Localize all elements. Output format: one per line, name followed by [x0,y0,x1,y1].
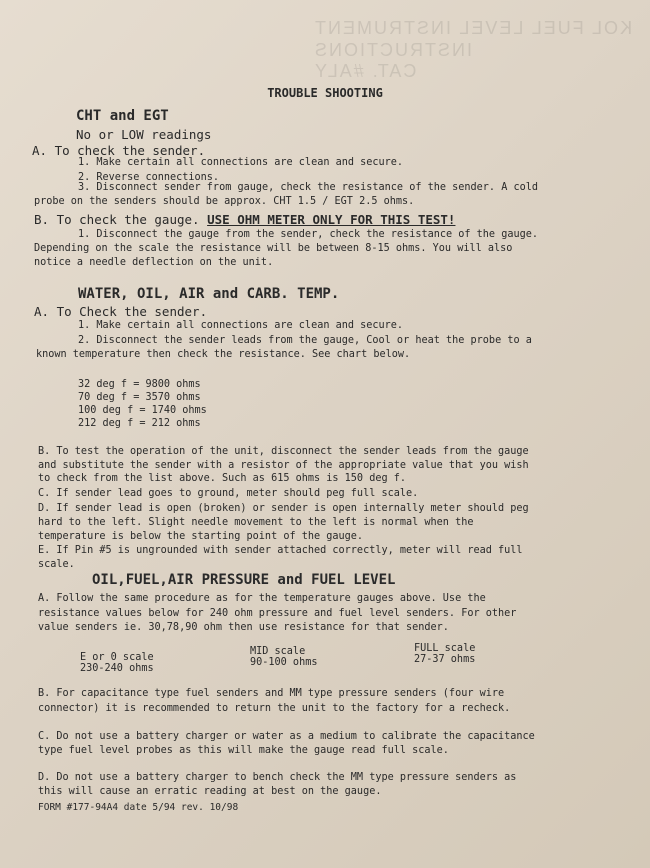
chart-row: 100 deg f = 1740 ohms [78,405,207,416]
chart-row: 70 deg f = 3570 ohms [78,392,201,403]
water-a-heading: A. To Check the sender. [34,304,208,319]
water-e-line1: E. If Pin #5 is ungrounded with sender attached correctly, meter will read full [38,545,523,556]
oil-heading: OIL,FUEL,AIR PRESSURE and FUEL LEVEL [92,572,396,588]
ghost-line: KOL FUEL LEVEL INSTRUMENT [312,18,632,38]
cht-a-heading: A. To check the sender. [32,143,206,158]
water-d-line3: temperature is below the starting point of the gauge. [38,531,364,542]
oil-a-line1: A. Follow the same procedure as for the temperature gauges above. Use the [38,593,486,604]
cht-a3-line1: 3. Disconnect sender from gauge, check the resistance of the sender. A cold [78,182,539,193]
cht-a3-line2: probe on the senders should be approx. CHT 1.5 / EGT 2.5 ohms. [34,196,415,207]
oil-d-line1: D. Do not use a battery charger to bench check the MM type pressure senders as [38,772,517,783]
ghost-line: INSTRUCTIONS [312,39,472,60]
water-b-line1: B. To test the operation of the unit, disconnect the sender leads from the gauge [38,446,529,457]
water-c: C. If sender lead goes to ground, meter should peg full scale. [38,488,419,499]
ohm-meter-warning: USE OHM METER ONLY FOR THIS TEST! [207,212,456,227]
cht-heading: CHT and EGT [76,108,169,124]
water-a2-line2: known temperature then check the resistance. See chart below. [36,349,411,360]
form-footer: FORM #177-94A4 date 5/94 rev. 10/98 [38,802,239,813]
scale-empty [80,652,154,674]
page-title: TROUBLE SHOOTING [267,86,383,100]
cht-b-label: B. To check the gauge. [34,212,200,227]
cht-b1-line3: notice a needle deflection on the unit. [34,257,274,268]
oil-b-line1: B. For capacitance type fuel senders and MM type pressure senders (four wire [38,688,505,699]
scale-full [414,643,475,665]
chart-row: 212 deg f = 212 ohms [78,418,201,429]
scale-label: FULL scale [414,643,476,654]
scale-label: E or 0 scale [80,652,154,663]
oil-b-line2: connector) it is recommended to return the unit to the factory for a recheck. [38,703,511,714]
cht-b1-line2: Depending on the scale the resistance will be between 8-15 ohms. You will also [34,243,513,254]
oil-c-line1: C. Do not use a battery charger or water as a medium to calibrate the capacitance [38,731,535,742]
scale-value: 90-100 ohms [250,657,318,668]
water-a1: 1. Make certain all connections are clean and secure. [78,320,404,331]
scale-value: 27-37 ohms [414,654,476,665]
oil-d-line2: this will cause an erratic reading at best on the gauge. [38,786,382,797]
water-d-line2: hard to the left. Slight needle movement to the left is normal when the [38,517,474,528]
water-e-line2: scale. [38,559,75,570]
chart-row: 32 deg f = 9800 ohms [78,379,201,390]
bleed-through-text [313,18,632,83]
oil-c-line2: type fuel level probes as this will make the gauge read full scale. [38,745,449,756]
water-heading: WATER, OIL, AIR and CARB. TEMP. [78,286,340,302]
scale-mid [250,646,317,668]
cht-b1-line1: 1. Disconnect the gauge from the sender, check the resistance of the gauge. [78,229,539,240]
cht-a2: 2. Reverse connections. [78,172,220,183]
water-a2-line1: 2. Disconnect the sender leads from the gauge, Cool or heat the probe to a [78,335,532,346]
oil-a-line3: value senders ie. 30,78,90 ohm then use resistance for that sender. [38,622,449,633]
cht-subheading: No or LOW readings [76,127,212,142]
water-b-line2: and substitute the sender with a resistor of the appropriate value that you wish [38,460,529,471]
scale-label: MID scale [250,646,306,657]
oil-a-line2: resistance values below for 240 ohm pressure and fuel level senders. For other [38,608,517,619]
scale-value: 230-240 ohms [80,663,154,674]
cht-b-heading [34,212,455,227]
cht-a1: 1. Make certain all connections are clean and secure. [78,157,404,168]
water-b-line3: to check from the list above. Such as 615 ohms is 150 deg f. [38,473,407,484]
ghost-line: CAT. #ALY [312,61,417,82]
water-d-line1: D. If sender lead is open (broken) or sender is open internally meter should peg [38,503,529,514]
